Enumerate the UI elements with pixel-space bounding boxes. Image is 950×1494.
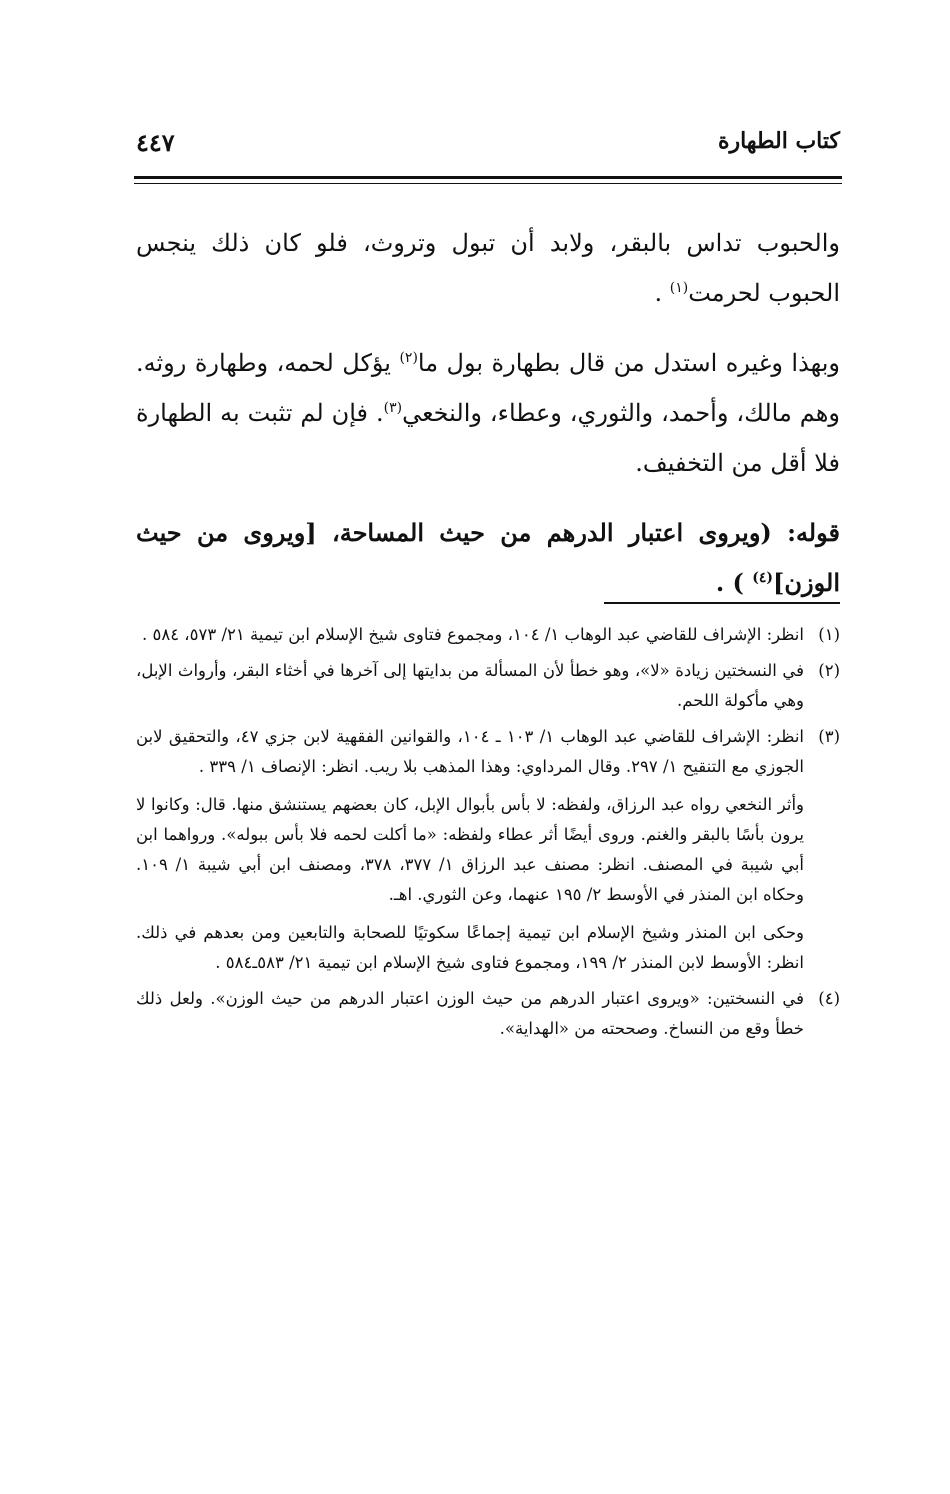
footnotes xyxy=(136,620,840,1050)
paragraph-1-end: . xyxy=(654,279,670,307)
page-number: ٤٤٧ xyxy=(136,128,175,157)
paragraph-2-part-b: يؤكل لحمه، وطهارة روثه. وهم مالك، وأحمد، والثوري، وعطاء، والنخعي xyxy=(136,349,840,427)
footnote-separator xyxy=(604,602,840,604)
paragraph-2-part-c: . فإن لم تثبت به الطهارة فلا أقل من التخفيف. xyxy=(136,399,840,477)
footnote-3-number: (٣) xyxy=(818,727,840,746)
paragraph-3-end: ) . xyxy=(715,568,753,597)
footnote-3 xyxy=(136,722,840,978)
footnote-1-text: انظر: الإشراف للقاضي عبد الوهاب ١/ ١٠٤، ومجموع فتاوى شيخ الإسلام ابن تيمية ٢١/ ٥٧٣، ٥٨٤ . xyxy=(141,625,804,644)
footnote-2 xyxy=(136,656,840,716)
paragraph-2-part-a: وبهذا وغيره استدل من قال بطهارة بول ما xyxy=(417,349,840,377)
paragraph-2 xyxy=(136,338,840,488)
footnote-4-text: في النسختين: «ويروى اعتبار الدرهم من حيث الوزن اعتبار الدرهم من حيث الوزن». ولعل ذلك خطأ وقع من النساخ. وصححته من «الهداية». xyxy=(136,989,804,1038)
footnote-ref-4: (٤) xyxy=(752,570,774,586)
running-header xyxy=(136,128,840,168)
footnote-ref-1: (١) xyxy=(669,280,689,296)
footnote-3-continuation-1: وأثر النخعي رواه عبد الرزاق، ولفظه: لا بأس بأبوال الإبل، كان بعضهم يستنشق منها. قال: وكانوا لا يرون بأسًا بالبقر والغنم. وروى أيضًا أثر عطاء ولفظه: «ما أكلت لحمه فلا بأس ببوله». ورواهما ابن أبي شيبة في المصنف. انظر: مصنف عبد الرزاق ١/ ٣٧٧، ٣٧٨، ومصنف ابن أبي شيبة ١/ ١٠٩. وحكاه ابن المنذر في الأوسط ٢/ ١٩٥ عنهما، وعن الثوري. اهـ. xyxy=(136,795,805,904)
footnote-3-text: انظر: الإشراف للقاضي عبد الوهاب ١/ ١٠٣ ـ ١٠٤، والقوانين الفقهية لابن جزي ٤٧، والتحقيق لابن الجوزي مع التنقيح ١/ ٢٩٧. وقال المرداوي: وهذا المذهب بلا ريب. انظر: الإنصاف ١/ ٣٣٩ . xyxy=(136,727,804,776)
paragraph-1-text: والحبوب تداس بالبقر، ولابد أن تبول وتروث، فلو كان ذلك ينجس الحبوب لحرمت xyxy=(136,229,840,307)
header-rule-thin xyxy=(134,183,842,184)
footnote-4 xyxy=(136,984,840,1044)
footnote-2-text: في النسختين زيادة «لا»، وهو خطأ لأن المسألة من بدايتها إلى آخرها في أخثاء البقر، وأرواث الإبل، وهي مأكولة اللحم. xyxy=(136,661,804,710)
footnote-ref-3: (٣) xyxy=(383,400,403,416)
footnote-1 xyxy=(136,620,840,650)
book-title: كتاب الطهارة xyxy=(717,128,840,154)
footnote-3-continuation-2: وحكى ابن المنذر وشيخ الإسلام ابن تيمية إجماعًا سكوتيًا للصحابة والتابعين ومن بعدهم في ذلك. انظر: الأوسط لابن المنذر ٢/ ١٩٩، ومجموع فتاوى شيخ الإسلام ابن تيمية ٢١/ ٥٨٣ـ٥٨٤ . xyxy=(136,923,804,972)
footnote-ref-2: (٢) xyxy=(399,350,418,366)
footnote-1-number: (١) xyxy=(818,625,840,644)
paragraph-3-text: قوله: (ويروى اعتبار الدرهم من حيث المساحة، [ويروى من حيث الوزن] xyxy=(136,518,840,597)
footnote-4-number: (٤) xyxy=(818,989,840,1008)
main-text xyxy=(136,218,840,608)
paragraph-1 xyxy=(136,218,840,318)
footnote-2-number: (٢) xyxy=(818,661,840,680)
paragraph-3-quote xyxy=(136,508,840,608)
header-rule-thick xyxy=(134,176,842,179)
